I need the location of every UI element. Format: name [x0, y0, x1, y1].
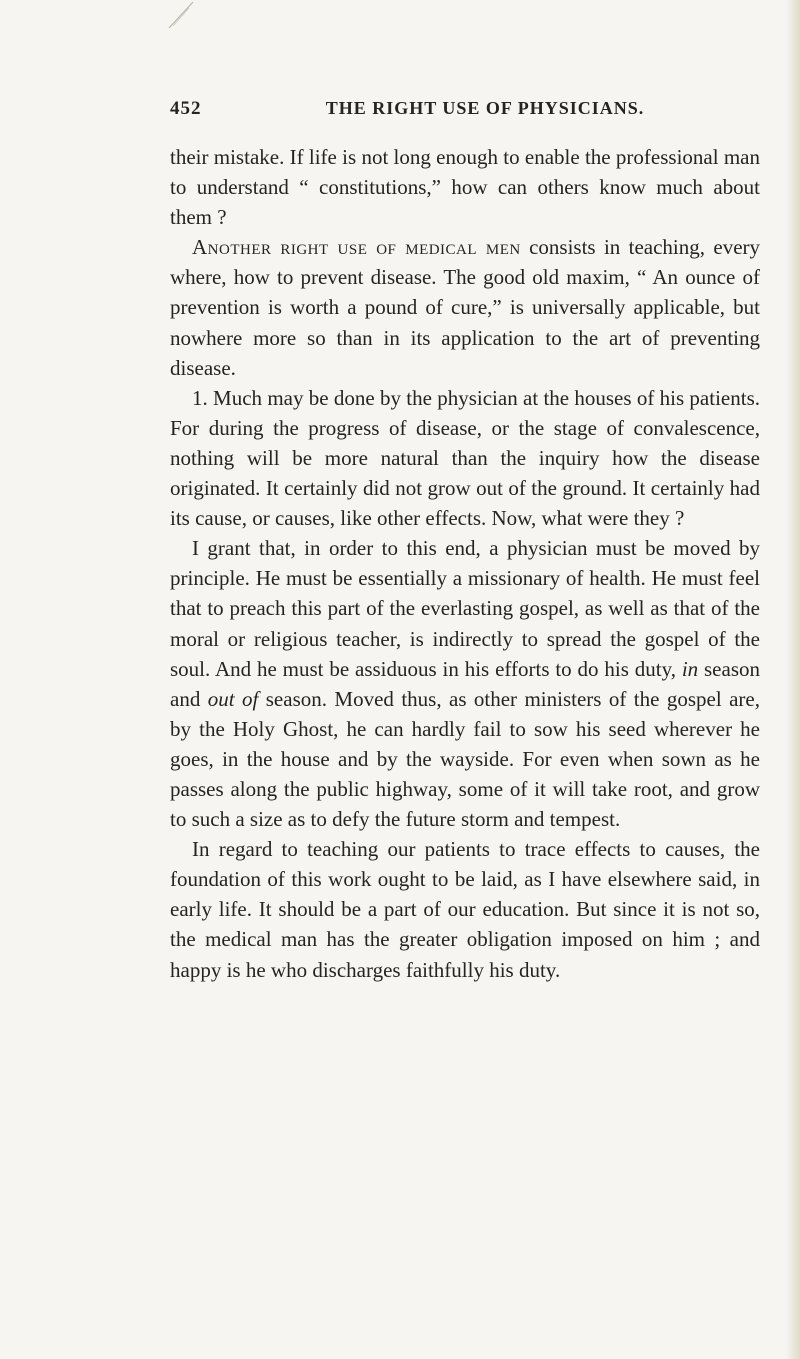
- body-text: [170, 142, 760, 985]
- page-header: [170, 98, 760, 119]
- paragraph-4-part-c: season. Moved thus, as other ministers of the gospel are, by the Holy Ghost, he can hardly fail to sow his seed wherever he goes, in the house and by the wayside. For even when sown as he passes along the public highway, some of it will take root, and grow to such a size as to defy the future storm and tempest.: [170, 686, 760, 832]
- paragraph-1: their mistake. If life is not long enough to enable the professional man to understand “ constitutions,” how can others know much about them ?: [170, 145, 760, 230]
- paragraph-4-part-b: season and: [170, 656, 760, 711]
- page-edge-shading: [786, 0, 800, 1359]
- page-number: 452: [170, 98, 202, 119]
- paragraph-3: 1. Much may be done by the physician at the houses of his patients. For during the progress of disease, or the stage of convalescence, nothing will be more natural than the inquiry how the disease originated. It certainly did not grow out of the ground. It certainly had its cause, or causes, like other effects. Now, what were they ?: [170, 385, 760, 531]
- running-head: THE RIGHT USE OF PHYSICIANS.: [325, 98, 645, 118]
- paragraph-5: In regard to teaching our patients to trace effects to causes, the foundation of this work ought to be laid, as I have elsewhere said, in early life. It should be a part of our education. But since it is not so, the medical man has the greater obligation imposed on him ; and happy is he who discharges faithfully his duty.: [170, 837, 760, 982]
- paragraph-4: [170, 533, 760, 834]
- paragraph-2-text: consists in teaching, every where, how to prevent disease. The good old maxim, “ An ounce of prevention is worth a pound of cure,” is universally applicable, but nowhere more so than in its application to the art of preventing disease.: [170, 235, 761, 380]
- paragraph-4-italic-out-of: out of: [207, 686, 259, 711]
- paragraph-2: [170, 232, 760, 382]
- paragraph-2-lead: Another right use of medical men: [192, 235, 521, 260]
- pencil-mark: [167, 0, 197, 30]
- paragraph-4-part-a: I grant that, in order to this end, a physician must be moved by principle. He must be essentially a missionary of health. He must feel that to preach this part of the everlasting gospel, as well as that of the moral or religious teacher, is indirectly to spread the gospel of the soul. And he must be assiduous in his efforts to do his duty,: [170, 536, 760, 681]
- paragraph-4-italic-in: in: [681, 656, 699, 681]
